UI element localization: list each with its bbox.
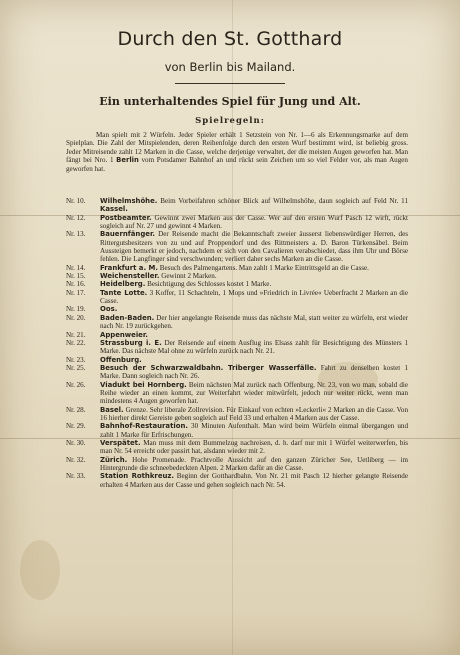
rule-description: Fahrt zu denselben kostet 1 Marke. Dann sogleich nach Nr. 26. bbox=[100, 363, 408, 381]
intro-bold-text: Berlin bbox=[116, 156, 139, 165]
field-name: Besuch der Schwarzwaldbahn. Triberger Wasserfälle. bbox=[100, 363, 317, 372]
field-number: Nr. 12. bbox=[66, 213, 86, 222]
field-number: Nr. 23. bbox=[66, 355, 86, 364]
field-number: Nr. 28. bbox=[66, 405, 86, 414]
rule-text bbox=[100, 280, 408, 288]
rule-description: 3 Koffer, 11 Schachteln, 1 Mops und »Friedrich in Livrée« Ueberfracht 2 Marken an die Casse. bbox=[100, 288, 408, 306]
rule-text bbox=[100, 314, 408, 331]
field-name: Baden-Baden. bbox=[100, 313, 155, 322]
rule-entry bbox=[66, 272, 408, 280]
intro-paragraph bbox=[66, 131, 408, 173]
field-name: Bahnhof-Restauration. bbox=[100, 422, 188, 431]
document-subtitle: von Berlin bis Mailand. bbox=[164, 60, 296, 74]
rule-text bbox=[100, 230, 408, 263]
rule-text bbox=[100, 214, 408, 231]
field-name: Strassburg i. E. bbox=[100, 338, 162, 347]
rule-entry bbox=[66, 264, 408, 272]
field-name: Station Rothkreuz. bbox=[100, 472, 175, 481]
rule-description: Gewinnt zwei Marken aus der Casse. Wer auf den ersten Wurf Pasch 12 wirft, rückt sogleich auf Nr. 27 und gewinnt 4 Marken. bbox=[100, 213, 408, 231]
rule-entry bbox=[66, 472, 408, 489]
rule-description: Der hier angelangte Reisende muss das nächste Mal, statt weiter zu würfeln, erst wieder nach Nr. 19 zurückgehen. bbox=[100, 313, 408, 331]
field-number: Nr. 21. bbox=[66, 330, 86, 339]
rule-entry bbox=[66, 381, 408, 406]
field-number: Nr. 20. bbox=[66, 313, 86, 322]
field-name: Basel. bbox=[100, 405, 124, 414]
field-number: Nr. 29. bbox=[66, 422, 86, 431]
rule-entry bbox=[66, 364, 408, 381]
field-number: Nr. 17. bbox=[66, 288, 86, 297]
rule-entry bbox=[66, 406, 408, 423]
rule-entry bbox=[66, 456, 408, 473]
title-divider bbox=[175, 83, 285, 84]
rule-description: Man muss mit dem Bummelzug nachreisen, d. h. darf nur mit 1 Würfel weiterwerfen, bis man Nr. 54 erreicht oder passirt hat, alsdann wieder mit 2. bbox=[100, 438, 408, 456]
rule-description: Gewinnt 2 Marken. bbox=[159, 272, 217, 281]
field-number: Nr. 32. bbox=[66, 455, 86, 464]
field-name: Viadukt bei Hornberg. bbox=[100, 380, 187, 389]
field-name: Postbeamter. bbox=[100, 213, 152, 222]
rule-description: Beim nächsten Mal zurück nach Offenburg, Nr. 23, von wo man, sobald die Reihe wieder an einen kommt, zur Weiterfahrt wieder mitwürfelt, jedoch nur weiter rückt, wenn man mindestens 4 Augen geworfen hat. bbox=[100, 380, 409, 406]
rule-entry bbox=[66, 422, 408, 439]
field-number: Nr. 10. bbox=[66, 197, 86, 205]
rule-description: 30 Minuten Aufenthalt. Man wird beim Würfeln einmal übergangen und zahlt 1 Marke für Erfrischungen. bbox=[100, 422, 408, 439]
rule-text bbox=[100, 264, 408, 272]
intro-text: vom Potsdamer Bahnhof an und rückt sein Zeichen um so viel Felder vor, als man Augen geworfen hat. bbox=[66, 156, 408, 173]
field-name: Wilhelmshöhe. bbox=[100, 197, 158, 205]
field-name: Oos. bbox=[100, 305, 118, 314]
field-number: Nr. 19. bbox=[66, 305, 86, 314]
rule-description: Beim Vorbeifahren schöner Blick auf Wilhelmshöhe, daun sogleich auf Feld Nr. 11 bbox=[157, 197, 408, 205]
field-number: Nr. 13. bbox=[66, 230, 86, 239]
field-name: Frankfurt a. M. bbox=[100, 263, 158, 272]
rule-description: Beginn der Gotthardbahn. Von Nr. 21 mit Pasch 12 hierher gelangte Reisende erhalten 4 Marken aus der Casse und gehen sogleich nach Nr. 54. bbox=[100, 472, 408, 489]
document-title: Durch den St. Gotthard bbox=[117, 28, 343, 50]
rule-text bbox=[100, 456, 408, 473]
field-number: Nr. 22. bbox=[66, 338, 86, 347]
rule-entry bbox=[66, 289, 408, 306]
rule-text bbox=[100, 197, 408, 214]
rule-text bbox=[100, 364, 408, 381]
rule-entry bbox=[66, 356, 408, 364]
paper-stain bbox=[20, 540, 60, 600]
rule-description: Hohe Promenade. Prachtvolle Aussicht auf den ganzen Züricher See, Uetliberg — im Hintergrunde die schneebedeckten Alpen. 2 Marken dafür an die Casse. bbox=[100, 455, 408, 472]
rule-text bbox=[100, 422, 408, 439]
rule-text bbox=[100, 356, 408, 364]
rule-text bbox=[100, 472, 408, 489]
rule-text bbox=[100, 272, 408, 280]
field-name: Zürich. bbox=[100, 455, 128, 464]
field-number: Nr. 25. bbox=[66, 363, 86, 372]
field-name: Offenburg. bbox=[100, 355, 142, 364]
field-number: Nr. 26. bbox=[66, 380, 86, 389]
rule-text bbox=[100, 331, 408, 339]
field-name: Tante Lotte. bbox=[100, 288, 148, 297]
rule-text bbox=[100, 439, 408, 456]
field-number: Nr. 33. bbox=[66, 472, 86, 481]
rule-description: Grenze. Sehr liberale Zollrevision. Für Einkauf von echten »Leckerli« 2 Marken an die Casse. Von 16 hierher direkt Gereiste geben sogleich auf Feld 33 und erhalten 4 Marken aus der Casse. bbox=[100, 405, 408, 422]
rule-text bbox=[100, 339, 408, 356]
rule-description: Der Reisende macht die Bekanntschaft zweier äusserst liebenswürdiger Herren, des Rittergutsbesitzers von zu und auf Proppendorf und des Rittmeisters a. D. Baron Türkensäbel. Beim Aussteigen bemerkt er jedoch, nachdem er sich von den Cavalieren verabschiedet, dass ihm Uhr und Börse fehlen. Die Langfinger sind verschwunden; verliert daher sechs Marken an die Casse. bbox=[100, 230, 408, 264]
rule-description: Besuch des Palmengartens. Man zahlt 1 Marke Eintrittsgeld an die Casse. bbox=[157, 263, 369, 272]
rule-text bbox=[100, 305, 408, 313]
rule-entry bbox=[66, 280, 408, 288]
rule-description: Der Reisende auf einem Ausflug ins Elsass zahlt für Besichtigung des Münsters 1 Marke. Das nächste Mal ohne zu würfeln zurück nach Nr. 21. bbox=[100, 338, 408, 356]
field-number: Nr. 15. bbox=[66, 272, 86, 281]
field-name: Appenweier. bbox=[100, 330, 148, 339]
rule-description: Besichtigung des Schlosses kostet 1 Marke. bbox=[145, 280, 272, 289]
field-name: Kassel. bbox=[100, 205, 128, 214]
rules-list bbox=[66, 197, 408, 489]
rule-entry bbox=[66, 314, 408, 331]
rule-entry bbox=[66, 305, 408, 313]
rule-text bbox=[100, 381, 408, 406]
game-heading: Ein unterhaltendes Spiel für Jung und Alt. bbox=[99, 95, 361, 108]
rule-entry bbox=[66, 230, 408, 263]
field-name: Verspätet. bbox=[100, 438, 141, 447]
rule-text bbox=[100, 289, 408, 306]
field-name: Bauernfänger. bbox=[100, 230, 155, 239]
rule-text bbox=[100, 406, 408, 423]
field-number: Nr. 30. bbox=[66, 438, 86, 447]
rule-entry bbox=[66, 197, 408, 214]
rule-entry bbox=[66, 331, 408, 339]
rule-entry bbox=[66, 439, 408, 456]
rule-entry bbox=[66, 339, 408, 356]
field-number: Nr. 16. bbox=[66, 280, 86, 289]
rules-heading: Spielregeln: bbox=[195, 116, 265, 126]
field-number: Nr. 14. bbox=[66, 263, 86, 272]
field-name: Heidelberg. bbox=[100, 280, 146, 289]
field-name: Weichensteller. bbox=[100, 272, 160, 281]
rule-entry bbox=[66, 214, 408, 231]
intro-text: Man spielt mit 2 Würfeln. Jeder Spieler erhält 1 Setzstein von Nr. 1—6 als Erkennungsmarke auf dem Spielplan. Die Zahl der Mitspielenden, deren Reihenfolge durch den ersten Wurf bestimmt wird, ist beliebig gross. Jeder Mitreisende zahlt 12 Marken in die Casse, welche derjenige verwaltet, der die meisten Augen geworfen hat. Man fängt bei Nro. 1 bbox=[66, 131, 408, 165]
